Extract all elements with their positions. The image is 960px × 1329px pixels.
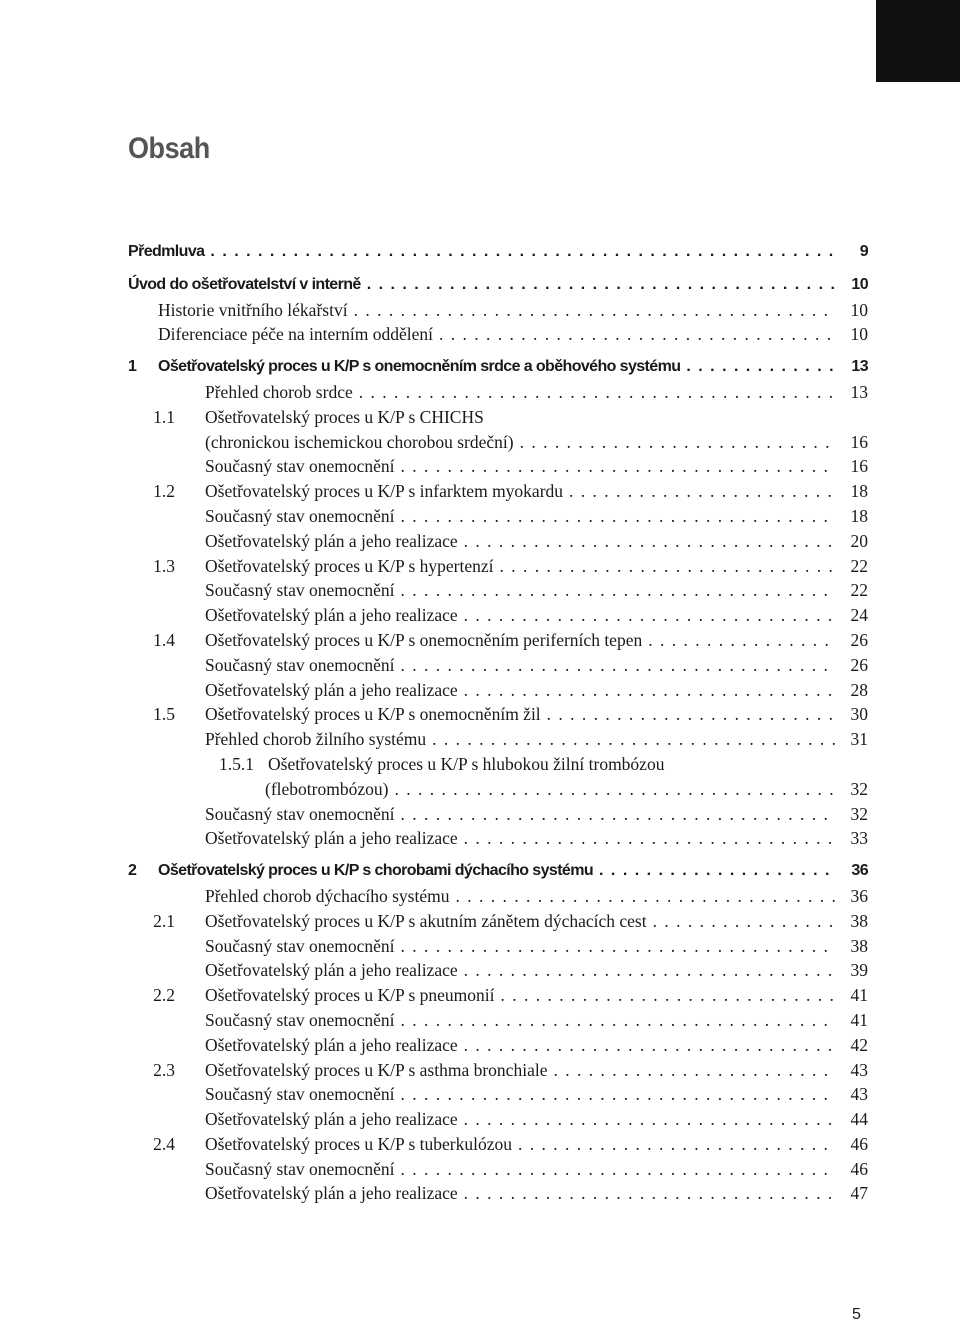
dot-leader <box>401 802 836 827</box>
toc-entry[interactable] <box>128 322 868 347</box>
toc-entry[interactable] <box>128 1058 868 1083</box>
toc-entry-title: Ošetřovatelský proces u K/P s hlubokou žilní trombózou <box>268 753 665 774</box>
toc-entry-number: 2 <box>128 862 137 880</box>
dot-leader <box>367 273 836 298</box>
toc-entry-title: Ošetřovatelský proces u K/P s tuberkulózou <box>205 1133 513 1154</box>
toc-entry-title: Současný stav onemocnění <box>205 505 395 526</box>
toc-entry-page: 16 <box>850 456 868 477</box>
dot-leader <box>401 934 836 959</box>
toc-entry[interactable] <box>128 504 868 529</box>
toc-entry-page: 43 <box>850 1059 868 1080</box>
toc-entry-title: Ošetřovatelský proces u K/P s infarktem myokardu <box>205 481 564 502</box>
toc-entry-page: 36 <box>850 885 868 906</box>
toc-entry[interactable] <box>128 454 868 479</box>
toc-entry[interactable] <box>128 702 868 727</box>
toc-entry[interactable] <box>128 934 868 959</box>
toc-entry-page: 38 <box>850 935 868 956</box>
toc-entry-number: 1 <box>128 358 137 376</box>
toc-entry-page: 42 <box>850 1034 868 1055</box>
dot-leader <box>464 1107 836 1132</box>
dot-leader <box>520 430 836 455</box>
toc-entry-title: Ošetřovatelský plán a jeho realizace <box>205 530 458 551</box>
dot-leader <box>464 1181 836 1206</box>
toc-entry-title: Ošetřovatelský proces u K/P s onemocněním srdce a oběhového systému <box>158 358 681 376</box>
toc-entry-page: 46 <box>850 1158 868 1179</box>
toc-entry-title: Současný stav onemocnění <box>205 1084 395 1105</box>
toc-entry-title: Současný stav onemocnění <box>205 1009 395 1030</box>
toc-entry-title: Úvod do ošetřovatelství v interně <box>128 275 361 293</box>
toc-entry-page: 10 <box>851 275 868 293</box>
toc-entry[interactable] <box>128 628 868 653</box>
toc-entry-title: Ošetřovatelský plán a jeho realizace <box>205 960 458 981</box>
corner-thumb-tab <box>876 0 960 82</box>
toc-entry-title: Ošetřovatelský plán a jeho realizace <box>205 1109 458 1130</box>
toc-entry-number: 1.5.1 <box>219 753 254 774</box>
toc-entry-title-continued: (chronickou ischemickou chorobou srdeční) <box>205 431 514 452</box>
dot-leader <box>547 702 836 727</box>
toc-chapter-2[interactable] <box>128 859 868 884</box>
toc-entry-page: 47 <box>850 1183 868 1204</box>
toc-entry-page: 39 <box>850 960 868 981</box>
toc-entry-page: 26 <box>850 629 868 650</box>
toc-entry-number: 1.3 <box>153 555 175 576</box>
dot-leader <box>401 1008 836 1033</box>
dot-leader <box>401 653 836 678</box>
dot-leader <box>464 678 836 703</box>
toc-entry-introduction[interactable] <box>128 273 868 298</box>
toc-entry[interactable] <box>128 1008 868 1033</box>
toc-entry-title: Přehled chorob srdce <box>205 381 353 402</box>
toc-entry[interactable] <box>128 884 868 909</box>
toc-entry-title: Současný stav onemocnění <box>205 654 395 675</box>
dot-leader <box>653 909 836 934</box>
toc-entry[interactable] <box>128 554 868 579</box>
dot-leader <box>401 578 836 603</box>
toc-entry-title: Ošetřovatelský plán a jeho realizace <box>205 679 458 700</box>
toc-entry[interactable] <box>128 983 868 1008</box>
toc-entry-title: Ošetřovatelský proces u K/P s chorobami dýchacího systému <box>158 862 594 880</box>
dot-leader <box>518 1132 836 1157</box>
toc-entry-title: Ošetřovatelský proces u K/P s pneumonií <box>205 985 495 1006</box>
toc-entry[interactable] <box>128 1157 868 1182</box>
toc-entry-title: Historie vnitřního lékařství <box>158 299 348 320</box>
toc-entry[interactable] <box>128 909 868 934</box>
toc-entry[interactable] <box>128 802 868 827</box>
toc-entry-page: 10 <box>850 299 868 320</box>
toc-entry-second-line[interactable] <box>128 777 868 802</box>
toc-entry-page: 31 <box>850 729 868 750</box>
toc-entry-title: Současný stav onemocnění <box>205 580 395 601</box>
toc-entry-title: Ošetřovatelský proces u K/P s hypertenzí <box>205 555 494 576</box>
dot-leader <box>455 884 836 909</box>
page-number: 5 <box>852 1306 861 1323</box>
toc-entry-number: 1.1 <box>153 406 175 427</box>
toc-entry-title: Současný stav onemocnění <box>205 935 395 956</box>
toc-entry[interactable] <box>128 380 868 405</box>
toc-entry[interactable] <box>128 1132 868 1157</box>
dot-leader <box>464 826 836 851</box>
toc-entry-page: 43 <box>850 1084 868 1105</box>
toc-entry[interactable] <box>128 1033 868 1058</box>
toc-entry-number: 2.4 <box>153 1133 175 1154</box>
toc-entry-title: Ošetřovatelský plán a jeho realizace <box>205 605 458 626</box>
toc-chapter-1[interactable] <box>128 355 868 380</box>
toc-entry-title: Současný stav onemocnění <box>205 456 395 477</box>
toc-entry-page: 46 <box>850 1133 868 1154</box>
table-of-contents <box>128 240 868 1206</box>
toc-entry[interactable] <box>128 1107 868 1132</box>
dot-leader <box>464 1033 836 1058</box>
toc-entry-page: 22 <box>850 580 868 601</box>
toc-entry-title: Přehled chorob dýchacího systému <box>205 885 450 906</box>
toc-entry-page: 32 <box>850 803 868 824</box>
toc-entry[interactable] <box>128 958 868 983</box>
toc-entry[interactable] <box>128 1082 868 1107</box>
toc-entry-page: 30 <box>850 704 868 725</box>
dot-leader <box>569 479 836 504</box>
toc-entry-number: 2.2 <box>153 985 175 1006</box>
toc-entry-page: 22 <box>850 555 868 576</box>
toc-entry-page: 33 <box>850 828 868 849</box>
toc-entry-page: 24 <box>850 605 868 626</box>
toc-entry-title: Ošetřovatelský proces u K/P s onemocněním žil <box>205 704 541 725</box>
page-title: Obsah <box>128 132 210 165</box>
toc-entry-page: 26 <box>850 654 868 675</box>
toc-entry-page: 44 <box>850 1109 868 1130</box>
toc-entry-number: 1.4 <box>153 629 175 650</box>
dot-leader <box>464 958 836 983</box>
dot-leader <box>648 628 836 653</box>
toc-entry-title: Ošetřovatelský plán a jeho realizace <box>205 1183 458 1204</box>
dot-leader <box>439 322 836 347</box>
toc-entry[interactable] <box>128 727 868 752</box>
toc-entry-title: Ošetřovatelský proces u K/P s onemocněním periferních tepen <box>205 629 643 650</box>
toc-entry-number: 1.2 <box>153 481 175 502</box>
dot-leader <box>432 727 836 752</box>
dot-leader <box>359 380 836 405</box>
toc-entry-first-line[interactable] <box>128 405 868 430</box>
toc-entry-page: 16 <box>850 431 868 452</box>
toc-entry-second-line[interactable] <box>128 430 868 455</box>
toc-entry[interactable] <box>128 603 868 628</box>
toc-entry-title: Diferenciace péče na interním oddělení <box>158 324 433 345</box>
toc-entry-page: 18 <box>850 481 868 502</box>
toc-entry-preface[interactable] <box>128 240 868 265</box>
dot-leader <box>599 859 836 884</box>
toc-entry-title: Ošetřovatelský plán a jeho realizace <box>205 828 458 849</box>
toc-entry-page: 10 <box>850 324 868 345</box>
dot-leader <box>401 1082 836 1107</box>
toc-entry-number: 2.1 <box>153 910 175 931</box>
toc-entry-page: 32 <box>850 778 868 799</box>
toc-entry-title: Ošetřovatelský proces u K/P s akutním zánětem dýchacích cest <box>205 910 647 931</box>
toc-entry[interactable] <box>128 529 868 554</box>
toc-entry[interactable] <box>128 298 868 323</box>
toc-entry[interactable] <box>128 826 868 851</box>
dot-leader <box>354 298 836 323</box>
toc-entry[interactable] <box>128 653 868 678</box>
toc-entry-first-line[interactable] <box>128 752 868 777</box>
toc-entry-page: 13 <box>850 381 868 402</box>
toc-entry-page: 36 <box>851 862 868 880</box>
toc-entry-number: 2.3 <box>153 1059 175 1080</box>
dot-leader <box>500 554 836 579</box>
toc-entry[interactable] <box>128 1181 868 1206</box>
toc-entry-page: 18 <box>850 505 868 526</box>
toc-entry-title-continued: (flebotrombózou) <box>265 778 389 799</box>
toc-entry-page: 38 <box>850 910 868 931</box>
toc-entry[interactable] <box>128 578 868 603</box>
dot-leader <box>401 504 836 529</box>
toc-entry[interactable] <box>128 678 868 703</box>
dot-leader <box>210 240 836 265</box>
dot-leader <box>401 1157 836 1182</box>
toc-entry-page: 28 <box>850 679 868 700</box>
toc-entry-page: 41 <box>850 1009 868 1030</box>
dot-leader <box>686 355 836 380</box>
toc-entry-title: Současný stav onemocnění <box>205 1158 395 1179</box>
dot-leader <box>401 454 836 479</box>
toc-entry-title: Ošetřovatelský plán a jeho realizace <box>205 1034 458 1055</box>
toc-entry-page: 41 <box>850 985 868 1006</box>
toc-entry-number: 1.5 <box>153 704 175 725</box>
dot-leader <box>553 1058 836 1083</box>
toc-entry-title: Předmluva <box>128 243 205 260</box>
dot-leader <box>394 777 836 802</box>
toc-entry-title: Současný stav onemocnění <box>205 803 395 824</box>
toc-entry-page: 9 <box>859 243 868 260</box>
toc-entry-title: Ošetřovatelský proces u K/P s CHICHS <box>205 406 484 427</box>
dot-leader <box>501 983 836 1008</box>
toc-entry[interactable] <box>128 479 868 504</box>
dot-leader <box>464 529 836 554</box>
toc-entry-title: Přehled chorob žilního systému <box>205 729 427 750</box>
toc-entry-page: 20 <box>850 530 868 551</box>
toc-entry-title: Ošetřovatelský proces u K/P s asthma bronchiale <box>205 1059 548 1080</box>
dot-leader <box>464 603 836 628</box>
toc-entry-page: 13 <box>851 358 868 376</box>
